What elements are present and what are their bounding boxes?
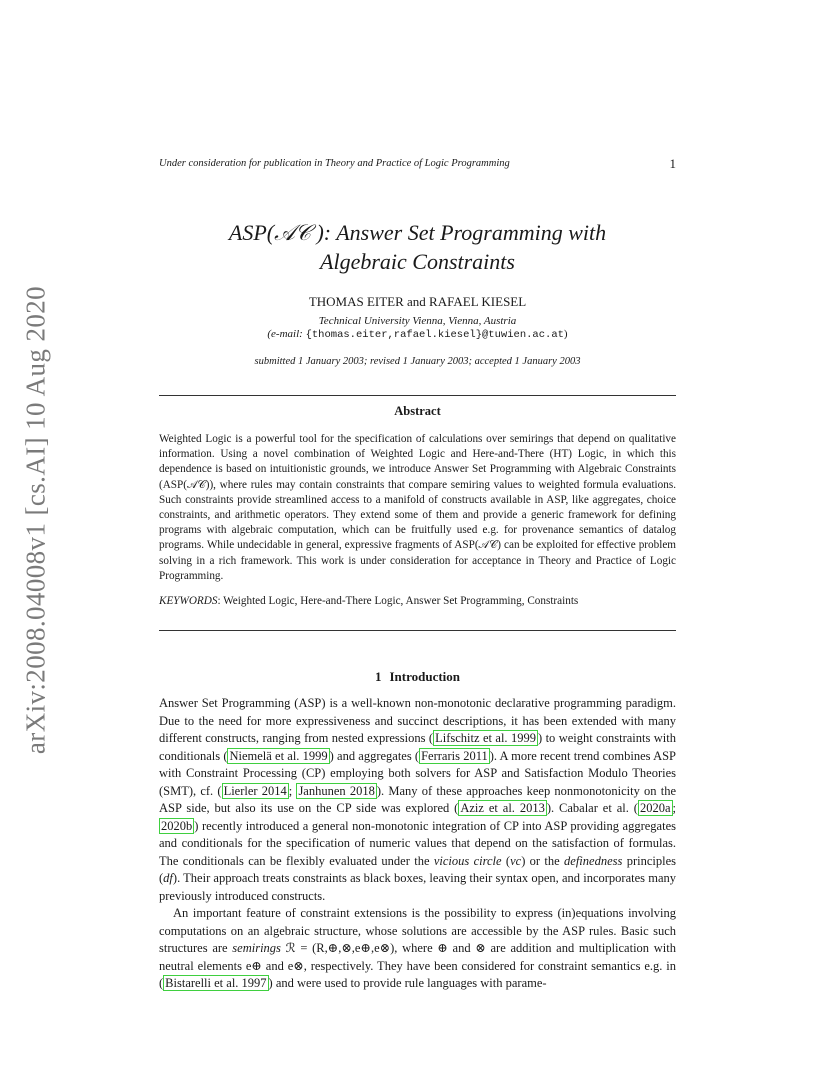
text-run: ). Many of these approaches keep nonmonotonicity on the ASP side, but also its use on the CP side was explored ( [159, 783, 676, 815]
text-run: ) recently introduced a general non-monotonic integration of CP into ASP providing aggregates and conditionals for the specification of numeric values that depend on the satisfaction of formulas. The conditionals can be flexibly evaluated under the [159, 818, 676, 868]
citation-link[interactable]: Lifschitz et al. 1999 [435, 731, 536, 745]
text-run: Answer Set Programming (ASP) is a well-known non-monotonic declarative programming paradigm. Due to the need for more expressiveness and succinct descriptions, it has been extended with many different constructs, ranging from nested expressions ( [159, 696, 676, 745]
authors: THOMAS EITER and RAFAEL KIESEL [308, 294, 527, 309]
running-head [159, 158, 676, 174]
emphasis: semirings [232, 941, 281, 955]
email-label: (e-mail: [267, 328, 306, 340]
title-line-2: Algebraic Constraints [320, 249, 515, 274]
citation-link[interactable]: Aziz et al. 2013 [460, 801, 545, 815]
introduction-body [159, 695, 676, 993]
page-number: 1 [669, 156, 676, 171]
arxiv-identifier-stamp: arXiv:2008.04008v1 [cs.AI] 10 Aug 2020 [20, 285, 51, 755]
text-run: ) and aggregates ( [329, 748, 420, 763]
paper-title [159, 218, 676, 276]
text-run: ) or the [521, 853, 565, 868]
emphasis: definedness [564, 853, 623, 868]
citation-link[interactable]: Ferraris 2011 [421, 748, 488, 763]
keywords [159, 595, 676, 607]
email-line [159, 328, 676, 341]
abstract-bottom-rule [159, 630, 676, 631]
journal-line: Under consideration for publication in Theory and Practice of Logic Programming [159, 158, 510, 169]
text-run: ) and were used to provide rule languages with parame- [268, 976, 547, 990]
title-line-1: ASP(𝒜𝒞 ): Answer Set Programming with [228, 220, 607, 245]
text-run: principles ( [159, 853, 676, 885]
keywords-label: KEYWORDS [159, 595, 218, 607]
text-run: ). A more recent trend combines ASP with Constraint Processing (CP) employing both solvers for ASP and Satisfaction Modulo Theories (SMT), cf. ( [159, 748, 676, 798]
text-run: ; [288, 783, 297, 798]
abstract-heading: Abstract [394, 404, 441, 418]
abstract-text: Weighted Logic is a powerful tool for the specification of calculations over semirings that depend on qualitative information. Using a novel combination of Weighted Logic and Here-and-There (HT) Logic, in which this dependence is based on intuitionistic grounds, we introduce Answer Set Programming with Algebraic Constraints (ASP(𝒜𝒞)), where rules may contain constraints that compare semiring values to weighted formula evaluations. Such constraints provide streamlined access to a manifold of constructs available in ASP, like aggregates, choice constraints, and arithmetic operators. They extend some of them and provide a generic framework for defining programs with algebraic computation, which can be fruitfully used e.g. for provenance semantics of datalog programs. While undecidable in general, expressive fragments of ASP(𝒜𝒞) can be exploited for effective problem solving in a rich framework. This work is under consideration for acceptance in Theory and Practice of Logic Programming. [159, 433, 676, 582]
section-heading [159, 669, 676, 685]
email-close: ) [563, 328, 568, 340]
text-run: ; [672, 801, 677, 815]
email-addresses: {thomas.eiter,rafael.kiesel}@tuwien.ac.at [305, 329, 564, 341]
emphasis: df [163, 871, 173, 885]
section-number: 1 [374, 669, 382, 684]
text-run: ( [501, 853, 511, 868]
emphasis: vc [510, 853, 522, 868]
citation-link[interactable]: Lierler 2014 [223, 783, 287, 798]
submission-dates: submitted 1 January 2003; revised 1 January 2003; accepted 1 January 2003 [254, 356, 581, 367]
affiliation: Technical University Vienna, Vienna, Austria [318, 315, 517, 327]
citation-link[interactable]: 2020b [161, 818, 193, 833]
text-run: ). Cabalar et al. ( [546, 801, 638, 815]
citation-link[interactable]: Bistarelli et al. 1997 [165, 976, 267, 990]
intro-paragraph-2 [159, 905, 676, 993]
intro-paragraph-1 [159, 695, 676, 905]
section-title: Introduction [389, 669, 461, 684]
emphasis: vicious circle [433, 853, 502, 868]
text-run: ) to weight constraints with conditionals ( [159, 731, 676, 763]
text-run: An important feature of constraint extensions is the possibility to express (in)equations involving computations on an algebraic structure, whose solutions are accessible by the ASP rules. Basic such structures are [159, 906, 676, 955]
citation-link[interactable]: Niemelä et al. 1999 [229, 748, 328, 763]
abstract-top-rule [159, 395, 676, 396]
keywords-list: : Weighted Logic, Here-and-There Logic, Answer Set Programming, Constraints [217, 595, 579, 607]
text-run: ). Their approach treats constraints as black boxes, leaving their syntax open, and incorporates many previously introduced constructs. [159, 871, 676, 903]
citation-link[interactable]: 2020a [639, 801, 671, 815]
citation-link[interactable]: Janhunen 2018 [298, 783, 375, 798]
text-run: ℛ = (R,⊕,⊗,e⊕,e⊗), where ⊕ and ⊗ are addition and multiplication with neutral elements e⊕ and e⊗, respectively. They have been considered for constraint semantics e.g. in ( [159, 941, 676, 990]
